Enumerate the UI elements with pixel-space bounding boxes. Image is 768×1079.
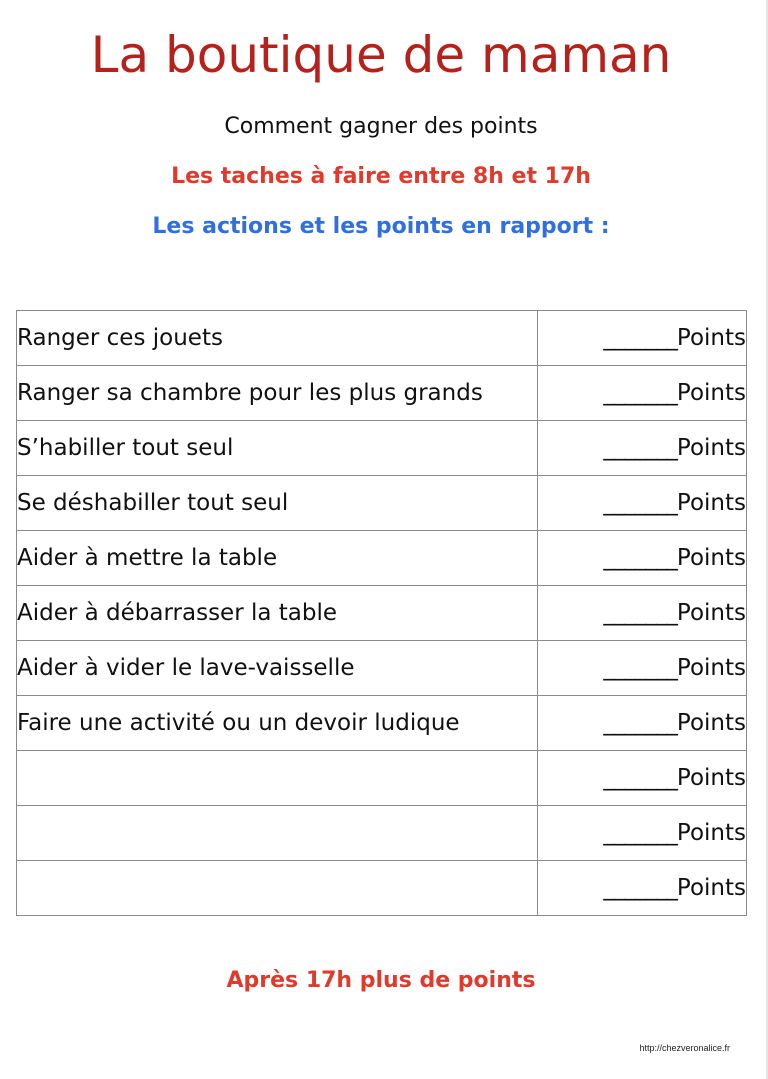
subtitle: Comment gagner des points — [224, 114, 538, 139]
points-label: Points — [676, 655, 746, 681]
points-blank-line: _______ — [603, 710, 677, 736]
points-label: Points — [676, 820, 746, 846]
points-blank-line: _______ — [603, 490, 677, 516]
table-row — [17, 696, 747, 751]
points-label: Points — [676, 435, 746, 461]
action-cell: Aider à débarrasser la table — [17, 586, 538, 641]
points-cell — [538, 586, 747, 641]
points-label: Points — [676, 325, 746, 351]
points-label: Points — [676, 490, 746, 516]
points-blank-line: _______ — [603, 655, 677, 681]
points-cell — [538, 366, 747, 421]
table-row — [17, 806, 747, 861]
points-blank-line: _______ — [603, 765, 677, 791]
table-row — [17, 641, 747, 696]
points-label: Points — [676, 545, 746, 571]
page-title: La boutique de maman — [90, 26, 672, 84]
points-blank-line: _______ — [603, 325, 677, 351]
table-row — [17, 531, 747, 586]
points-cell — [538, 311, 747, 366]
points-blank-line: _______ — [603, 545, 677, 571]
action-cell: Aider à mettre la table — [17, 531, 538, 586]
points-blank-line: _______ — [603, 875, 677, 901]
action-cell: Se déshabiller tout seul — [17, 476, 538, 531]
points-label: Points — [676, 710, 746, 736]
points-cell — [538, 476, 747, 531]
points-table-body — [17, 311, 747, 916]
points-blank-line: _______ — [603, 600, 677, 626]
action-cell: Ranger sa chambre pour les plus grands — [17, 366, 538, 421]
points-cell — [538, 751, 747, 806]
points-blank-line: _______ — [603, 820, 677, 846]
points-cell — [538, 421, 747, 476]
points-label: Points — [676, 380, 746, 406]
table-row — [17, 311, 747, 366]
action-cell: S’habiller tout seul — [17, 421, 538, 476]
footer-note: Après 17h plus de points — [226, 968, 536, 993]
action-cell — [17, 806, 538, 861]
action-cell — [17, 751, 538, 806]
points-label: Points — [676, 600, 746, 626]
actions-heading: Les actions et les points en rapport : — [152, 214, 610, 239]
points-blank-line: _______ — [603, 435, 677, 461]
table-row — [17, 366, 747, 421]
points-cell — [538, 531, 747, 586]
points-label: Points — [676, 765, 746, 791]
points-cell — [538, 861, 747, 916]
points-label: Points — [676, 875, 746, 901]
tasks-heading: Les taches à faire entre 8h et 17h — [171, 164, 591, 189]
action-cell: Faire une activité ou un devoir ludique — [17, 696, 538, 751]
action-cell — [17, 861, 538, 916]
table-row — [17, 861, 747, 916]
points-cell — [538, 641, 747, 696]
table-row — [17, 751, 747, 806]
points-table — [16, 310, 747, 916]
action-cell: Aider à vider le lave-vaisselle — [17, 641, 538, 696]
table-row — [17, 586, 747, 641]
website-credit: http://chezveronalice.fr — [639, 1043, 730, 1053]
action-cell: Ranger ces jouets — [17, 311, 538, 366]
points-blank-line: _______ — [603, 380, 677, 406]
points-cell — [538, 696, 747, 751]
table-row — [17, 476, 747, 531]
points-cell — [538, 806, 747, 861]
table-row — [17, 421, 747, 476]
